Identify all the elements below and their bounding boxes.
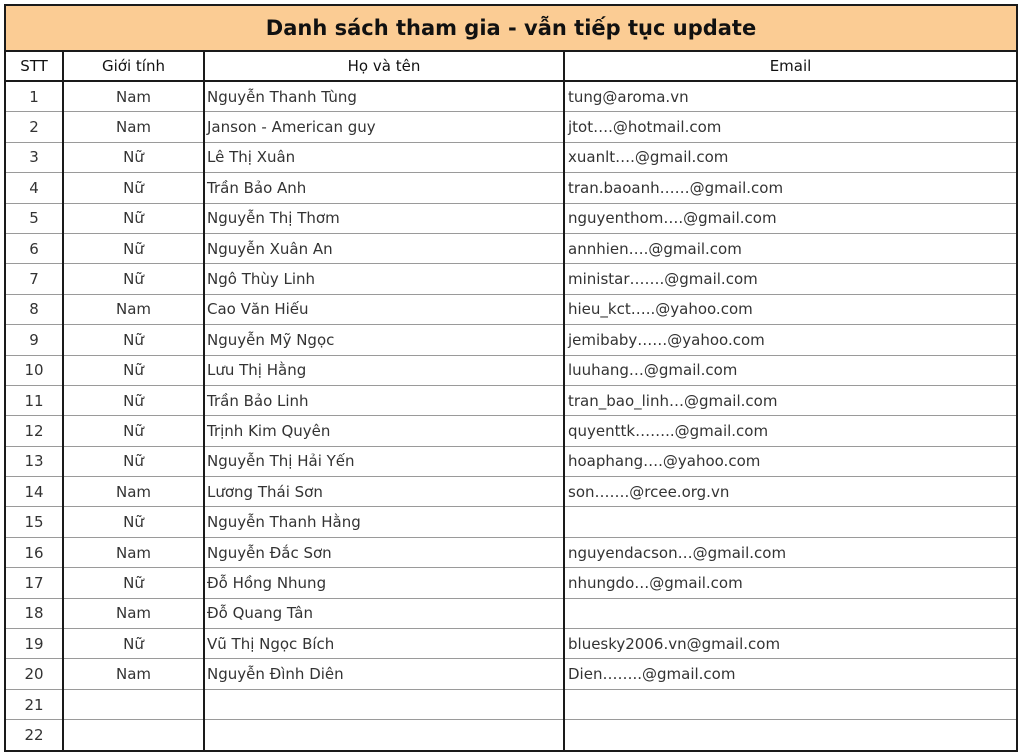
cell-stt: 13 (6, 446, 63, 476)
cell-gender: Nam (63, 537, 204, 567)
cell-stt: 12 (6, 416, 63, 446)
table-row (6, 598, 1016, 628)
cell-name (204, 720, 564, 750)
cell-email (564, 598, 1016, 628)
cell-gender: Nam (63, 477, 204, 507)
table-row (6, 112, 1016, 142)
cell-gender: Nữ (63, 629, 204, 659)
table-row (6, 355, 1016, 385)
cell-email: jtot….@hotmail.com (564, 112, 1016, 142)
cell-name: Lương Thái Sơn (204, 477, 564, 507)
cell-gender: Nam (63, 294, 204, 324)
cell-gender: Nữ (63, 416, 204, 446)
cell-email: annhien….@gmail.com (564, 233, 1016, 263)
cell-email: nguyendacson…@gmail.com (564, 537, 1016, 567)
cell-email: quyenttk……..@gmail.com (564, 416, 1016, 446)
cell-email (564, 720, 1016, 750)
table-row (6, 629, 1016, 659)
table-row (6, 446, 1016, 476)
cell-stt: 6 (6, 233, 63, 263)
cell-email: tran_bao_linh…@gmail.com (564, 385, 1016, 415)
cell-email: Dien……..@gmail.com (564, 659, 1016, 689)
cell-stt: 11 (6, 385, 63, 415)
cell-gender: Nữ (63, 203, 204, 233)
cell-email: nhungdo…@gmail.com (564, 568, 1016, 598)
cell-name: Vũ Thị Ngọc Bích (204, 629, 564, 659)
cell-name: Lê Thị Xuân (204, 142, 564, 172)
cell-gender (63, 720, 204, 750)
cell-gender: Nữ (63, 385, 204, 415)
header-gender: Giới tính (63, 52, 204, 81)
table-row (6, 294, 1016, 324)
cell-gender: Nữ (63, 233, 204, 263)
table-row (6, 173, 1016, 203)
cell-gender: Nam (63, 659, 204, 689)
cell-stt: 7 (6, 264, 63, 294)
cell-name: Nguyễn Thị Hải Yến (204, 446, 564, 476)
cell-name: Ngô Thùy Linh (204, 264, 564, 294)
cell-stt: 19 (6, 629, 63, 659)
sheet-title: Danh sách tham gia - vẫn tiếp tục update (6, 6, 1016, 52)
cell-name: Nguyễn Thanh Tùng (204, 81, 564, 112)
cell-gender (63, 689, 204, 719)
cell-stt: 8 (6, 294, 63, 324)
header-name: Họ và tên (204, 52, 564, 81)
cell-stt: 22 (6, 720, 63, 750)
table-row (6, 81, 1016, 112)
participant-table (6, 52, 1016, 750)
cell-gender: Nam (63, 112, 204, 142)
cell-email: nguyenthom….@gmail.com (564, 203, 1016, 233)
table-row (6, 720, 1016, 750)
table-row (6, 233, 1016, 263)
cell-stt: 10 (6, 355, 63, 385)
table-row (6, 689, 1016, 719)
cell-stt: 9 (6, 325, 63, 355)
cell-name: Lưu Thị Hằng (204, 355, 564, 385)
table-row (6, 325, 1016, 355)
cell-name: Nguyễn Thị Thơm (204, 203, 564, 233)
table-row (6, 203, 1016, 233)
cell-gender: Nữ (63, 264, 204, 294)
header-email: Email (564, 52, 1016, 81)
cell-gender: Nữ (63, 325, 204, 355)
cell-name: Trịnh Kim Quyên (204, 416, 564, 446)
cell-email (564, 507, 1016, 537)
cell-gender: Nữ (63, 142, 204, 172)
cell-name: Janson - American guy (204, 112, 564, 142)
cell-name: Nguyễn Xuân An (204, 233, 564, 263)
cell-stt: 5 (6, 203, 63, 233)
participant-sheet (4, 4, 1018, 752)
table-row (6, 416, 1016, 446)
cell-name (204, 689, 564, 719)
cell-gender: Nữ (63, 446, 204, 476)
table-row (6, 537, 1016, 567)
cell-gender: Nữ (63, 355, 204, 385)
cell-email: bluesky2006.vn@gmail.com (564, 629, 1016, 659)
cell-name: Đỗ Hồng Nhung (204, 568, 564, 598)
cell-gender: Nữ (63, 173, 204, 203)
cell-stt: 15 (6, 507, 63, 537)
cell-name: Nguyễn Thanh Hằng (204, 507, 564, 537)
cell-email: hoaphang….@yahoo.com (564, 446, 1016, 476)
table-row (6, 659, 1016, 689)
cell-stt: 1 (6, 81, 63, 112)
cell-email: jemibaby……@yahoo.com (564, 325, 1016, 355)
cell-stt: 20 (6, 659, 63, 689)
cell-stt: 21 (6, 689, 63, 719)
cell-email: hieu_kct…..@yahoo.com (564, 294, 1016, 324)
cell-stt: 3 (6, 142, 63, 172)
cell-email: luuhang…@gmail.com (564, 355, 1016, 385)
cell-email: xuanlt….@gmail.com (564, 142, 1016, 172)
cell-name: Nguyễn Đình Diên (204, 659, 564, 689)
table-row (6, 142, 1016, 172)
cell-gender: Nữ (63, 507, 204, 537)
table-row (6, 264, 1016, 294)
cell-email: tung@aroma.vn (564, 81, 1016, 112)
cell-stt: 4 (6, 173, 63, 203)
cell-email: tran.baoanh……@gmail.com (564, 173, 1016, 203)
cell-gender: Nam (63, 81, 204, 112)
header-stt: STT (6, 52, 63, 81)
cell-email: son…….@rcee.org.vn (564, 477, 1016, 507)
cell-stt: 17 (6, 568, 63, 598)
table-row (6, 477, 1016, 507)
cell-stt: 2 (6, 112, 63, 142)
cell-name: Cao Văn Hiếu (204, 294, 564, 324)
table-body (6, 81, 1016, 750)
table-row (6, 385, 1016, 415)
cell-name: Trần Bảo Linh (204, 385, 564, 415)
cell-stt: 16 (6, 537, 63, 567)
header-row (6, 52, 1016, 81)
cell-email: ministar…….@gmail.com (564, 264, 1016, 294)
cell-name: Trần Bảo Anh (204, 173, 564, 203)
table-row (6, 507, 1016, 537)
cell-name: Nguyễn Mỹ Ngọc (204, 325, 564, 355)
cell-gender: Nữ (63, 568, 204, 598)
cell-stt: 14 (6, 477, 63, 507)
cell-gender: Nam (63, 598, 204, 628)
cell-name: Đỗ Quang Tân (204, 598, 564, 628)
cell-email (564, 689, 1016, 719)
cell-stt: 18 (6, 598, 63, 628)
cell-name: Nguyễn Đắc Sơn (204, 537, 564, 567)
table-row (6, 568, 1016, 598)
